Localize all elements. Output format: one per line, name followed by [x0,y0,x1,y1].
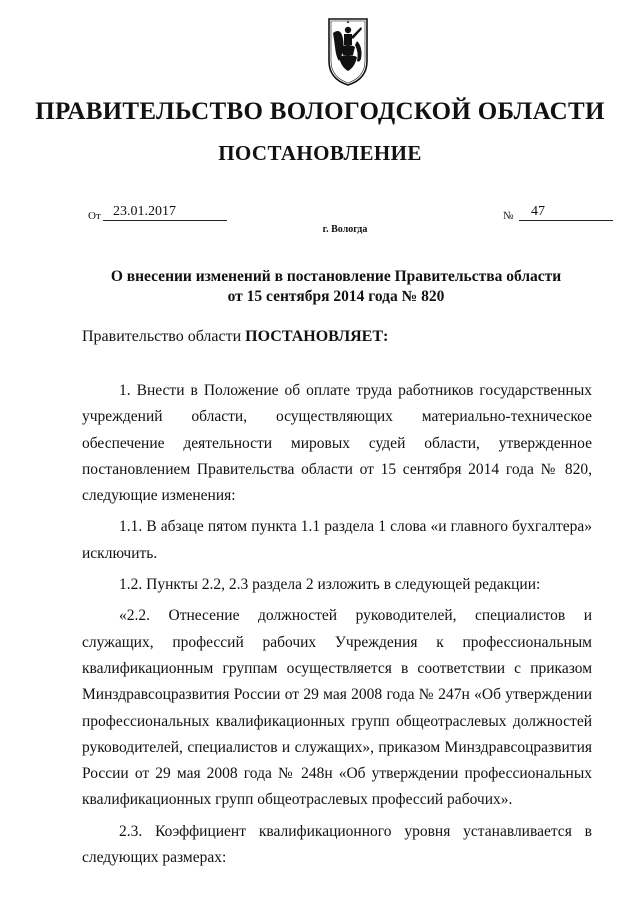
number-label: № [503,210,514,222]
paragraph: 1.2. Пункты 2.2, 2.3 раздела 2 изложить в следующей редакции: [119,576,541,594]
date-label: От [88,210,101,222]
date-value: 23.01.2017 [103,204,227,221]
city-label: г. Вологда [322,224,368,235]
paragraph: 1. Внести в Положение об оплате труда работников государственных учреждений области, осуществляющих материально-техническое обеспечение деятельности мировых судей области, утвержденное постановлением Правительства области от 15 сентября 2014 года № 820, следующие изменения: [82,382,592,505]
decree-keyword: ПОСТАНОВЛЯЕТ: [245,328,389,345]
subject-line-2: от 15 сентября 2014 года № 820 [227,288,445,305]
decree-prefix: Правительство области [82,328,246,345]
document-subject [0,267,640,307]
decree-line [82,328,388,346]
number-value: 47 [519,204,613,221]
subject-line-1: О внесении изменений в постановление Правительства области [110,268,562,285]
document-body [82,378,592,871]
government-title: ПРАВИТЕЛЬСТВО ВОЛОГОДСКОЙ ОБЛАСТИ [35,98,605,125]
paragraph: «2.2. Отнесение должностей руководителей, специалистов и служащих, профессий рабочих Учреждения к профессиональным квалификационным группам осуществляется в соответствии с приказом Минздравсоцразвития России от 29 мая 2008 года № 247н «Об утверждении профессиональных квалификационных групп общеотраслевых должностей руководителей, специалистов и служащих», приказом Минздравсоцразвития России от 29 мая 2008 года № 248н «Об утверждении профессиональных квалификационных групп общеотраслевых профессий рабочих». [82,607,592,809]
paragraph: 1.1. В абзаце пятом пункта 1.1 раздела 1 слова «и главного бухгалтера» исключить. [82,518,592,562]
paragraph: 2.3. Коэффициент квалификационного уровня устанавливается в следующих размерах: [82,822,592,867]
coat-of-arms-icon [327,17,369,87]
document-type: ПОСТАНОВЛЕНИЕ [218,141,422,165]
